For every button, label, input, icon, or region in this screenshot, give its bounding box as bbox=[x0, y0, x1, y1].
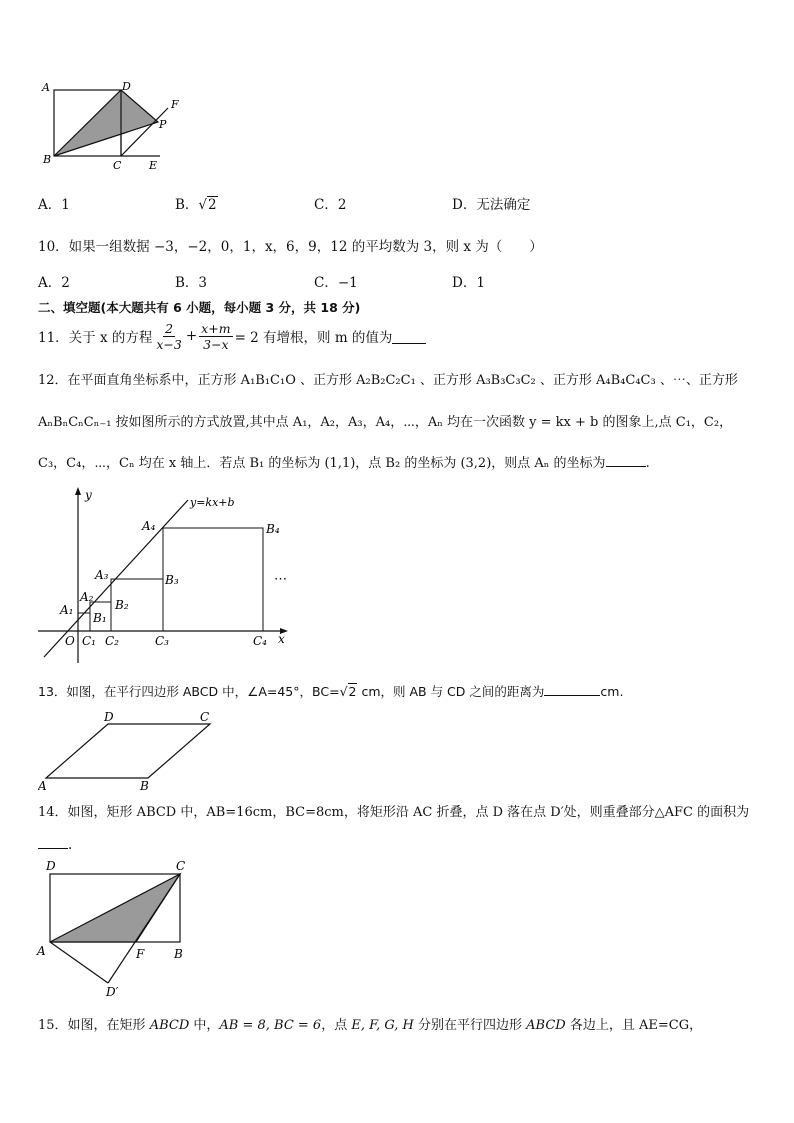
q14-answer-blank[interactable] bbox=[38, 834, 68, 849]
fig13-label-b: B bbox=[140, 779, 149, 793]
fig13-label-c: C bbox=[200, 710, 210, 724]
q11 bbox=[38, 318, 426, 354]
q15 bbox=[38, 1014, 702, 1033]
fig12-c1-label: C₁ bbox=[82, 634, 96, 648]
section-heading: 二、填空题(本大题共有 6 小题，每小题 3 分，共 18 分) bbox=[38, 300, 361, 315]
fig12-c4-label: C₄ bbox=[253, 634, 267, 648]
q10-option-c: C．−1 bbox=[314, 275, 358, 291]
fig12-b3-label: B₃ bbox=[165, 573, 179, 587]
q10-option-a: A．2 bbox=[38, 275, 70, 291]
q12-figure bbox=[38, 485, 298, 670]
fig12-line-label: y=kx+b bbox=[190, 496, 235, 509]
fig14-label-b: B bbox=[174, 947, 183, 961]
q15-mid3: 分别在平行四边形 bbox=[413, 1018, 527, 1033]
q12-answer-blank[interactable] bbox=[606, 452, 646, 467]
q11-answer-blank[interactable] bbox=[392, 329, 426, 344]
q11-suffix: = 2 有增根，则 m 的值为 bbox=[234, 330, 393, 346]
q9-option-b-radicand: 2 bbox=[208, 197, 217, 213]
q11-f2-den: 3−x bbox=[203, 336, 229, 352]
fig12-y-axis-label: y bbox=[85, 488, 92, 502]
q9-option-c: C．2 bbox=[314, 197, 347, 213]
q15-mid: 中， bbox=[189, 1018, 220, 1033]
fig9-label-f: F bbox=[171, 98, 179, 111]
fig9-label-e: E bbox=[149, 159, 158, 172]
q13-figure bbox=[38, 708, 228, 793]
fig12-a4-label: A₄ bbox=[142, 519, 156, 533]
fig12-c2-label: C₂ bbox=[105, 634, 119, 648]
fig9-label-b: B bbox=[43, 153, 52, 166]
fig12-c3-label: C₃ bbox=[155, 634, 169, 648]
q15-rect-name: ABCD bbox=[149, 1018, 190, 1033]
q11-prefix: 11．关于 x 的方程 bbox=[38, 330, 153, 346]
q12-line-3: C₃，C₄，⋯，Cₙ 均在 x 轴上．若点 B₁ 的坐标为 (1,1)，点 B₂ 的坐标为 (3,2)，则点 Aₙ 的坐标为 . bbox=[38, 452, 650, 471]
q10-option-d: D．1 bbox=[452, 275, 485, 291]
fig12-b4-label: B₄ bbox=[266, 522, 280, 536]
fig12-origin-label: O bbox=[65, 634, 75, 648]
q10-option-b: B．3 bbox=[175, 275, 208, 291]
sqrt-symbol: √2 bbox=[339, 684, 357, 699]
q12-line-1: 12．在平面直角坐标系中，正方形 A₁B₁C₁O 、正方形 A₂B₂C₂C₁ 、正方形 A₃B₃C₃C₂ 、正方形 A₄B₄C₄C₃ 、⋯、正方形 bbox=[38, 373, 738, 388]
q10-text: 10．如果一组数据 −3，−2，0，1，x，6，9，12 的平均数为 3，则 x 为（ ） bbox=[38, 239, 543, 255]
q12-line-2: AₙBₙCₙCₙ₋₁ 按如图所示的方式放置,其中点 A₁，A₂，A₃，A₄，⋯，Aₙ 均在一次函数 y = kx + b 的图象上,点 C₁，C₂， bbox=[38, 415, 733, 430]
fig13-label-d: D bbox=[104, 710, 114, 724]
q9-option-a: A．1 bbox=[38, 197, 70, 213]
q13-radicand: 2 bbox=[348, 684, 357, 699]
q15-points: E, F, G, H bbox=[351, 1018, 414, 1033]
fig13-label-a: A bbox=[38, 779, 47, 793]
q9-option-b bbox=[175, 193, 218, 213]
q11-f1-den: x−3 bbox=[156, 336, 182, 352]
fig14-label-d: D bbox=[46, 859, 56, 873]
fig14-label-dprime: D′ bbox=[106, 985, 119, 999]
q11-fraction-1 bbox=[154, 321, 183, 352]
q9-option-d: D．无法确定 bbox=[452, 197, 531, 213]
fig12-b1-label: B₁ bbox=[93, 611, 107, 625]
q14-figure bbox=[34, 856, 204, 1001]
sqrt-symbol: √2 bbox=[198, 197, 217, 213]
q11-plus: + bbox=[185, 328, 198, 344]
fig9-label-d: D bbox=[122, 80, 131, 93]
q9-option-b-prefix: B． bbox=[175, 197, 199, 213]
q15-mid2: ，点 bbox=[321, 1018, 352, 1033]
q14-end: . bbox=[68, 837, 73, 853]
q12-line-3-text: C₃，C₄，⋯，Cₙ 均在 x 轴上．若点 B₁ 的坐标为 (1,1)，点 B₂ 的坐标为 (3,2)，则点 Aₙ 的坐标为 bbox=[38, 456, 606, 471]
fig12-ellipsis: ⋯ bbox=[274, 572, 287, 587]
q13-answer-blank[interactable] bbox=[544, 681, 600, 696]
q13 bbox=[38, 681, 623, 700]
fig12-a1-label: A₁ bbox=[60, 603, 74, 617]
q13-mid: cm，则 AB 与 CD 之间的距离为 bbox=[357, 684, 545, 699]
q15-suffix: 各边上，且 AE=CG， bbox=[565, 1018, 703, 1033]
fig14-label-c: C bbox=[176, 859, 186, 873]
fig9-label-a: A bbox=[42, 81, 50, 94]
q13-suffix: cm. bbox=[600, 684, 624, 699]
fig12-a2-label: A₂ bbox=[80, 590, 94, 604]
q11-fraction-2 bbox=[199, 321, 232, 352]
fig14-label-f: F bbox=[136, 947, 145, 961]
fig14-label-a: A bbox=[37, 944, 46, 958]
q11-f1-num: 2 bbox=[165, 320, 174, 336]
q9-figure bbox=[38, 78, 188, 173]
q15-given: AB = 8, BC = 6 bbox=[219, 1018, 322, 1033]
fig12-b2-label: B₂ bbox=[115, 598, 129, 612]
q15-parallelogram-name: ABCD bbox=[526, 1018, 566, 1033]
fig12-x-axis-label: x bbox=[278, 632, 285, 646]
q13-prefix: 13．如图，在平行四边形 ABCD 中，∠A=45°，BC= bbox=[38, 684, 340, 699]
q11-f2-num: x+m bbox=[201, 320, 231, 336]
fig12-a3-label: A₃ bbox=[95, 568, 109, 582]
q14-answer-line bbox=[38, 834, 72, 853]
fig9-label-p: P bbox=[159, 118, 167, 131]
fig9-label-c: C bbox=[113, 159, 122, 172]
q14-text: 14．如图，矩形 ABCD 中，AB=16cm，BC=8cm，将矩形沿 AC 折叠，点 D 落在点 D′处，则重叠部分△AFC 的面积为 bbox=[38, 805, 750, 820]
q15-prefix: 15．如图，在矩形 bbox=[38, 1018, 150, 1033]
